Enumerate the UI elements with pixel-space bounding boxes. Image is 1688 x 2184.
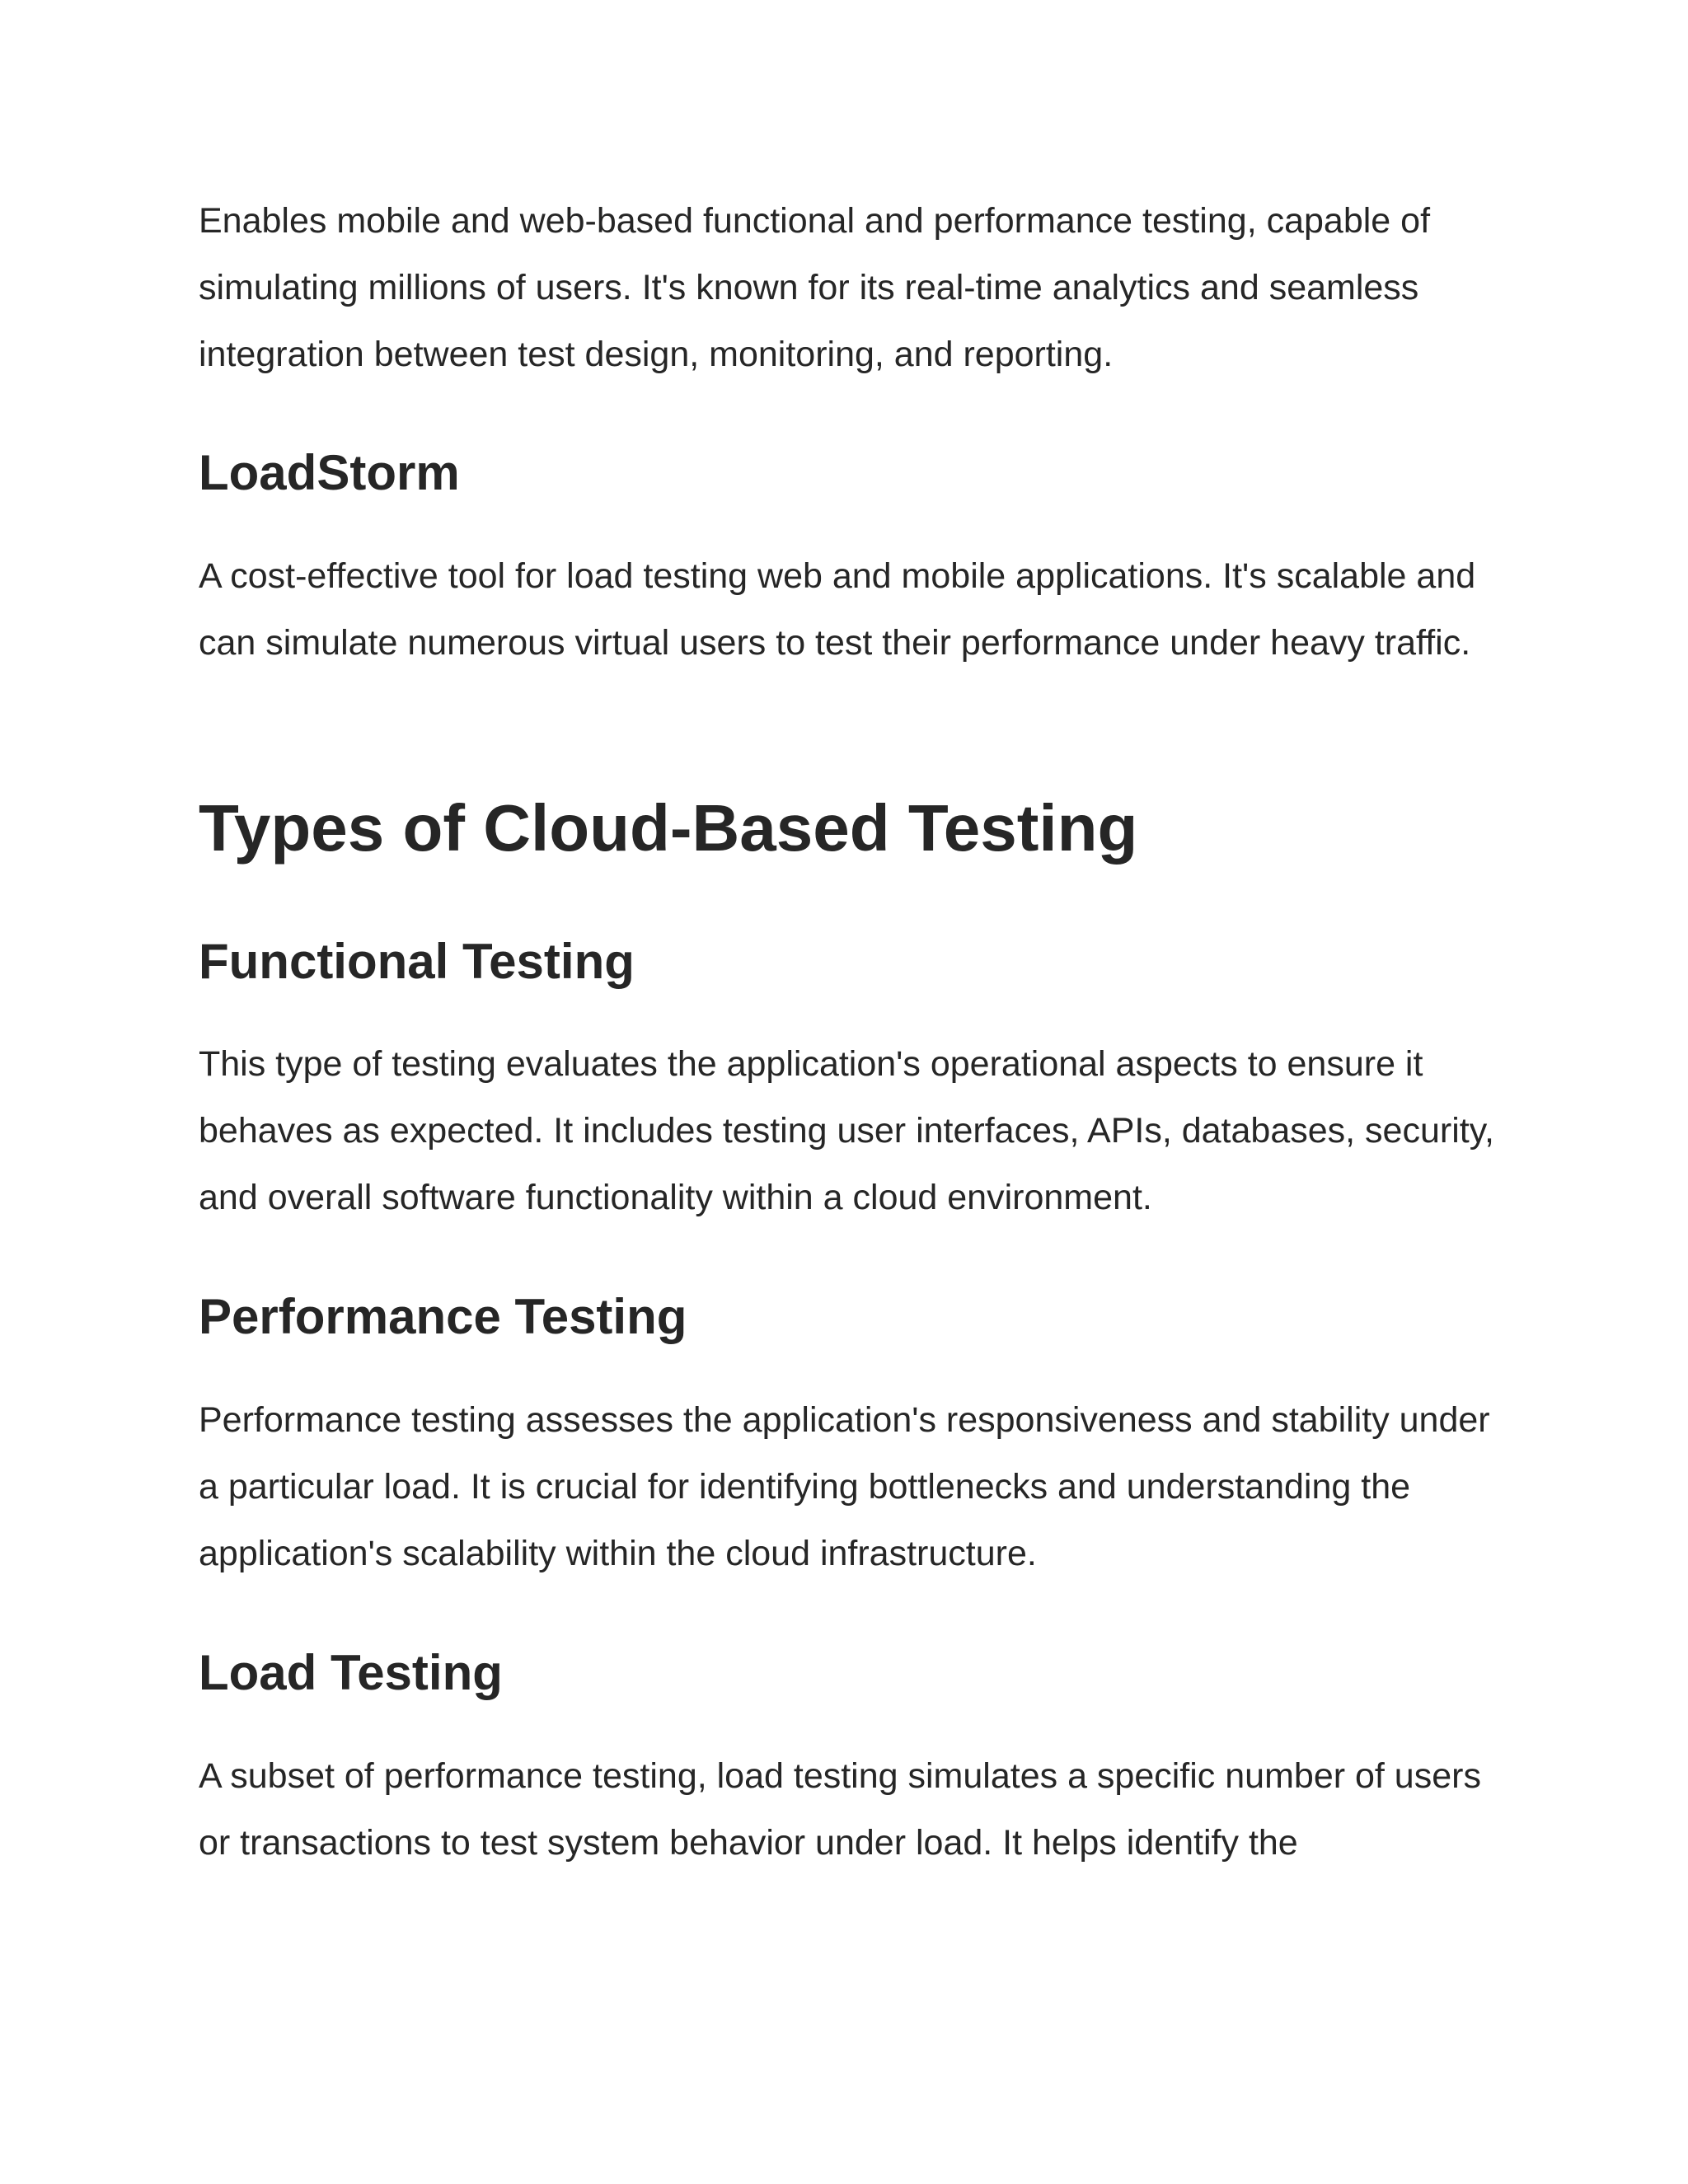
functional-testing-heading: Functional Testing: [199, 934, 635, 989]
loadstorm-paragraph: A cost-effective tool for load testing web and mobile applications. It's scalable and can simulate numerous virtual users to test their performance under heavy traffic.: [199, 556, 1476, 663]
loadstorm-heading: LoadStorm: [199, 445, 460, 500]
types-section-heading: Types of Cloud-Based Testing: [199, 791, 1138, 865]
intro-paragraph: Enables mobile and web-based functional and performance testing, capable of simulating millions of users. It's known for its real-time analytics and seamless integration between test design, monitoring, and reporting.: [199, 201, 1431, 374]
performance-testing-heading: Performance Testing: [199, 1289, 687, 1344]
load-testing-heading: Load Testing: [199, 1645, 503, 1700]
load-testing-paragraph: A subset of performance testing, load testing simulates a specific number of users or transactions to test system behavior under load. It helps identify the: [199, 1756, 1481, 1863]
functional-testing-paragraph: This type of testing evaluates the application's operational aspects to ensure it behaves as expected. It includes testing user interfaces, APIs, databases, security, and overall software functionality within a cloud environment.: [199, 1044, 1494, 1217]
performance-testing-paragraph: Performance testing assesses the application's responsiveness and stability under a particular load. It is crucial for identifying bottlenecks and understanding the application's scalability within the cloud infrastructure.: [199, 1400, 1490, 1573]
